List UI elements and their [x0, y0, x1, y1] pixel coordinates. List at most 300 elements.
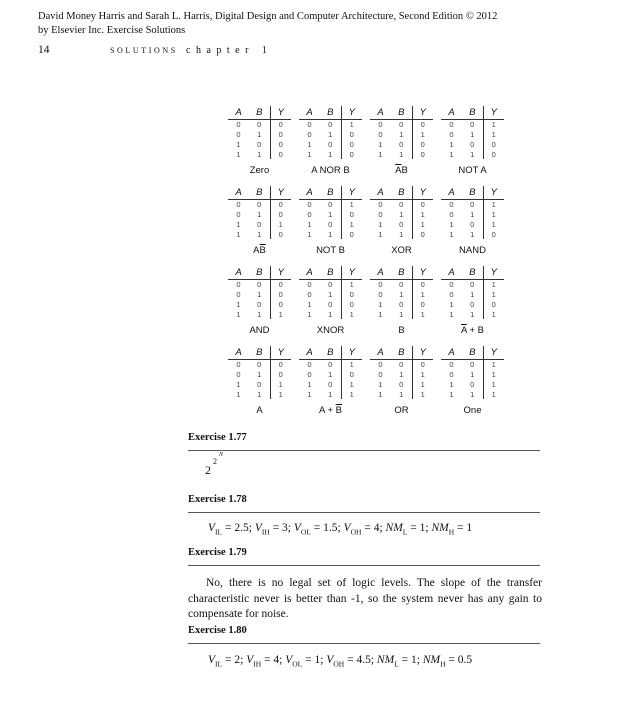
cell-b: 1 — [257, 209, 262, 219]
truth-table-line — [228, 389, 291, 399]
header-line-2: by Elsevier Inc. Exercise Solutions — [38, 25, 186, 36]
truth-table-line — [228, 379, 291, 389]
truth-table-body — [228, 186, 291, 239]
truth-table-line — [228, 299, 291, 309]
truth-table-line — [299, 299, 362, 309]
truth-table-header: A — [441, 106, 462, 119]
truth-table-line — [370, 139, 433, 149]
truth-table-line — [441, 279, 504, 289]
truth-table-body — [299, 186, 362, 239]
truth-table-header: B — [320, 266, 341, 279]
truth-table-header: B — [391, 186, 412, 199]
truth-table-line — [299, 149, 362, 159]
exercise-1-77-answer — [205, 452, 224, 478]
cell-a: 0 — [236, 209, 241, 219]
truth-table-line — [228, 369, 291, 379]
truth-table — [438, 106, 509, 186]
cell-b: 1 — [399, 129, 404, 139]
truth-table-header: B — [249, 266, 270, 279]
truth-table-header: Y — [341, 346, 362, 359]
cell-a: 1 — [236, 299, 241, 309]
truth-table-row — [225, 106, 510, 186]
cell-a: 1 — [236, 149, 241, 159]
cell-y: 1 — [483, 389, 504, 399]
cell-y: 1 — [412, 129, 433, 139]
truth-table — [296, 266, 367, 346]
truth-table-line — [299, 279, 362, 289]
exercise-1-79-title: Exercise 1.79 — [188, 547, 247, 558]
cell-y: 0 — [270, 199, 291, 209]
cell-a: 0 — [307, 289, 312, 299]
cell-b: 0 — [470, 119, 475, 129]
cell-a: 0 — [307, 199, 312, 209]
truth-table-body — [441, 346, 504, 399]
cell-b: 1 — [328, 389, 333, 399]
truth-table-line — [370, 219, 433, 229]
truth-table-header: A — [441, 266, 462, 279]
cell-a: 0 — [307, 279, 312, 289]
truth-table — [367, 266, 438, 346]
cell-a: 1 — [378, 149, 383, 159]
cell-y: 0 — [270, 229, 291, 239]
truth-table-line — [299, 229, 362, 239]
truth-table-header: B — [391, 266, 412, 279]
cell-a: 0 — [378, 119, 383, 129]
truth-table-header: A — [228, 346, 249, 359]
cell-b: 1 — [399, 289, 404, 299]
cell-a: 1 — [378, 309, 383, 319]
truth-table-line — [370, 379, 433, 389]
truth-table-caption: $\overline{A} + B$ — [461, 325, 484, 336]
truth-table-grid — [225, 106, 510, 426]
truth-table-line — [441, 369, 504, 379]
cell-b: 0 — [399, 299, 404, 309]
page-header — [38, 10, 497, 38]
cell-a: 0 — [378, 369, 383, 379]
cell-y: 1 — [483, 199, 504, 209]
cell-b: 1 — [470, 369, 475, 379]
cell-a: 0 — [378, 289, 383, 299]
truth-table-line — [441, 199, 504, 209]
cell-y: 0 — [341, 369, 362, 379]
truth-table-header: B — [249, 106, 270, 119]
truth-table-row — [225, 186, 510, 266]
cell-y: 0 — [341, 289, 362, 299]
cell-a: 1 — [378, 299, 383, 309]
cell-b: 0 — [470, 219, 475, 229]
truth-table-caption: XOR — [391, 245, 412, 256]
cell-a: 0 — [378, 279, 383, 289]
truth-table-header: B — [320, 106, 341, 119]
cell-a: 0 — [236, 279, 241, 289]
cell-a: 0 — [378, 129, 383, 139]
truth-table-header: B — [391, 106, 412, 119]
truth-table — [367, 186, 438, 266]
cell-y: 1 — [412, 209, 433, 219]
truth-table-line — [228, 279, 291, 289]
cell-a: 0 — [449, 119, 454, 129]
truth-table-body — [299, 346, 362, 399]
truth-table-line — [299, 379, 362, 389]
cell-b: 1 — [399, 309, 404, 319]
cell-a: 0 — [449, 289, 454, 299]
truth-table-body — [299, 106, 362, 159]
truth-table — [438, 266, 509, 346]
truth-table-line — [370, 129, 433, 139]
truth-table-body — [370, 106, 433, 159]
truth-table-line — [370, 119, 433, 129]
truth-table-line — [370, 369, 433, 379]
truth-table-header: A — [228, 106, 249, 119]
cell-b: 0 — [470, 359, 475, 369]
truth-table-line — [299, 209, 362, 219]
cell-b: 1 — [470, 129, 475, 139]
cell-a: 1 — [236, 379, 241, 389]
cell-y: 0 — [483, 149, 504, 159]
cell-y: 1 — [483, 219, 504, 229]
truth-table-header: A — [228, 186, 249, 199]
chapter-label: chapter 1 — [186, 45, 273, 56]
cell-b: 0 — [328, 139, 333, 149]
truth-table-header: B — [462, 266, 483, 279]
cell-b: 0 — [399, 279, 404, 289]
cell-b: 1 — [470, 209, 475, 219]
cell-y: 0 — [412, 199, 433, 209]
truth-table-line — [370, 299, 433, 309]
truth-table-line — [228, 219, 291, 229]
truth-table-header: Y — [341, 186, 362, 199]
exercise-1-77-rule — [188, 450, 540, 451]
cell-y: 1 — [341, 379, 362, 389]
cell-b: 1 — [328, 309, 333, 319]
truth-table-line — [370, 359, 433, 369]
truth-table-header: Y — [483, 346, 504, 359]
truth-table-row — [225, 266, 510, 346]
cell-b: 0 — [328, 299, 333, 309]
cell-b: 0 — [328, 119, 333, 129]
cell-a: 0 — [236, 359, 241, 369]
truth-table-caption: NOT A — [458, 165, 487, 176]
cell-y: 1 — [412, 369, 433, 379]
cell-b: 1 — [399, 209, 404, 219]
cell-a: 0 — [449, 369, 454, 379]
exercise-1-78-title: Exercise 1.78 — [188, 494, 247, 505]
cell-b: 1 — [257, 309, 262, 319]
truth-table — [225, 266, 296, 346]
cell-y: 1 — [412, 389, 433, 399]
cell-y: 1 — [483, 119, 504, 129]
cell-y: 1 — [483, 209, 504, 219]
truth-table-header: B — [320, 346, 341, 359]
truth-table-line — [441, 149, 504, 159]
truth-table-header: A — [299, 346, 320, 359]
cell-a: 1 — [307, 309, 312, 319]
truth-table-caption: AND — [249, 325, 270, 336]
cell-a: 0 — [307, 119, 312, 129]
cell-a: 0 — [307, 359, 312, 369]
cell-y: 0 — [412, 359, 433, 369]
cell-y: 0 — [341, 129, 362, 139]
cell-b: 1 — [257, 389, 262, 399]
cell-y: 1 — [483, 129, 504, 139]
cell-b: 0 — [470, 379, 475, 389]
truth-table-caption: $\overline{A}B$ — [395, 165, 408, 176]
truth-table-header: B — [320, 186, 341, 199]
truth-table-header: B — [249, 346, 270, 359]
cell-y: 1 — [341, 359, 362, 369]
cell-y: 0 — [341, 149, 362, 159]
truth-table-caption: B — [398, 325, 405, 336]
cell-b: 0 — [257, 119, 262, 129]
cell-y: 1 — [341, 199, 362, 209]
truth-table-header: Y — [483, 106, 504, 119]
truth-table-line — [299, 369, 362, 379]
truth-table-header: Y — [412, 106, 433, 119]
cell-a: 1 — [378, 229, 383, 239]
truth-table-line — [299, 129, 362, 139]
cell-a: 1 — [307, 219, 312, 229]
truth-table-line — [441, 129, 504, 139]
truth-table — [296, 186, 367, 266]
truth-table-caption: A NOR B — [311, 165, 350, 176]
truth-table-line — [441, 389, 504, 399]
cell-y: 1 — [341, 279, 362, 289]
cell-b: 1 — [470, 389, 475, 399]
truth-table-header: A — [228, 266, 249, 279]
exercise-1-77-title: Exercise 1.77 — [188, 432, 247, 443]
truth-table — [225, 346, 296, 426]
truth-table-caption: One — [463, 405, 482, 416]
cell-b: 1 — [399, 149, 404, 159]
truth-table-header: Y — [270, 266, 291, 279]
cell-a: 1 — [307, 379, 312, 389]
truth-table-line — [299, 219, 362, 229]
power-base: 2 — [205, 463, 211, 477]
truth-table-line — [441, 139, 504, 149]
cell-y: 0 — [270, 119, 291, 129]
cell-y: 0 — [412, 119, 433, 129]
cell-y: 1 — [412, 309, 433, 319]
cell-b: 1 — [328, 209, 333, 219]
exercise-1-79-text: No, there is no legal set of logic levels. The slope of the transfer characteristic never is better than -1, so the system never has any gain to compensate for noise. — [188, 577, 542, 620]
cell-b: 0 — [257, 279, 262, 289]
cell-a: 0 — [236, 119, 241, 129]
cell-y: 1 — [412, 379, 433, 389]
cell-b: 0 — [257, 299, 262, 309]
truth-table-header: A — [441, 346, 462, 359]
truth-table-line — [228, 309, 291, 319]
cell-y: 0 — [270, 299, 291, 309]
truth-table-header: A — [370, 106, 391, 119]
cell-b: 0 — [257, 139, 262, 149]
cell-a: 0 — [378, 209, 383, 219]
cell-b: 1 — [470, 289, 475, 299]
page-number: 14 — [38, 44, 50, 56]
truth-table-header: Y — [483, 186, 504, 199]
cell-a: 1 — [236, 229, 241, 239]
cell-b: 0 — [399, 199, 404, 209]
truth-table-caption: $A + \overline{B}$ — [319, 405, 342, 416]
exercise-1-80-title: Exercise 1.80 — [188, 625, 247, 636]
truth-table-line — [370, 389, 433, 399]
cell-a: 0 — [449, 279, 454, 289]
cell-y: 0 — [270, 289, 291, 299]
cell-a: 1 — [307, 149, 312, 159]
cell-y: 1 — [341, 389, 362, 399]
cell-a: 1 — [307, 299, 312, 309]
cell-b: 0 — [328, 199, 333, 209]
truth-table-header: A — [441, 186, 462, 199]
cell-y: 0 — [412, 299, 433, 309]
truth-table — [438, 346, 509, 426]
cell-b: 1 — [328, 289, 333, 299]
cell-b: 1 — [470, 309, 475, 319]
truth-table-line — [441, 209, 504, 219]
cell-b: 0 — [470, 199, 475, 209]
truth-table-body — [228, 346, 291, 399]
cell-y: 0 — [270, 369, 291, 379]
cell-a: 1 — [236, 309, 241, 319]
truth-table-line — [228, 209, 291, 219]
cell-y: 0 — [483, 139, 504, 149]
cell-a: 1 — [449, 389, 454, 399]
truth-table-caption: NAND — [459, 245, 486, 256]
cell-a: 1 — [449, 229, 454, 239]
cell-a: 0 — [307, 129, 312, 139]
cell-b: 0 — [399, 219, 404, 229]
truth-table-header: Y — [341, 106, 362, 119]
cell-y: 0 — [341, 229, 362, 239]
cell-a: 1 — [449, 299, 454, 309]
truth-table — [225, 106, 296, 186]
truth-table-line — [441, 299, 504, 309]
cell-a: 0 — [449, 199, 454, 209]
truth-table-line — [228, 289, 291, 299]
cell-y: 1 — [483, 289, 504, 299]
cell-y: 0 — [270, 209, 291, 219]
truth-table-line — [228, 229, 291, 239]
truth-table-header: A — [370, 346, 391, 359]
truth-table-caption: XNOR — [316, 325, 345, 336]
truth-table-header: Y — [270, 186, 291, 199]
truth-table — [225, 186, 296, 266]
cell-b: 1 — [257, 289, 262, 299]
truth-table-line — [441, 289, 504, 299]
truth-table-body — [370, 186, 433, 239]
cell-y: 1 — [412, 289, 433, 299]
cell-b: 0 — [399, 379, 404, 389]
section-label: SOLUTIONS — [110, 46, 178, 55]
cell-a: 0 — [236, 129, 241, 139]
cell-a: 1 — [307, 389, 312, 399]
cell-y: 0 — [341, 209, 362, 219]
cell-a: 0 — [449, 359, 454, 369]
cell-y: 0 — [341, 139, 362, 149]
truth-table-line — [441, 379, 504, 389]
truth-table-line — [441, 309, 504, 319]
cell-y: 0 — [270, 359, 291, 369]
truth-table-line — [441, 119, 504, 129]
cell-a: 1 — [236, 219, 241, 229]
cell-a: 0 — [236, 369, 241, 379]
cell-b: 1 — [328, 229, 333, 239]
cell-b: 1 — [328, 369, 333, 379]
cell-y: 0 — [270, 139, 291, 149]
cell-a: 0 — [307, 209, 312, 219]
truth-table-line — [370, 209, 433, 219]
truth-table-line — [228, 359, 291, 369]
truth-table — [367, 106, 438, 186]
cell-a: 1 — [449, 139, 454, 149]
cell-a: 0 — [236, 199, 241, 209]
truth-table-caption: A — [256, 405, 263, 416]
cell-a: 1 — [378, 139, 383, 149]
cell-a: 0 — [449, 129, 454, 139]
cell-y: 1 — [341, 119, 362, 129]
cell-y: 0 — [341, 299, 362, 309]
cell-b: 1 — [399, 369, 404, 379]
cell-b: 1 — [470, 149, 475, 159]
truth-table-caption: NOT B — [316, 245, 345, 256]
truth-table — [296, 106, 367, 186]
cell-y: 0 — [483, 299, 504, 309]
truth-table-body — [441, 266, 504, 319]
power-exponent: 2 — [213, 457, 217, 466]
cell-b: 0 — [328, 379, 333, 389]
truth-table-body — [370, 266, 433, 319]
truth-table-line — [370, 149, 433, 159]
truth-table-line — [441, 359, 504, 369]
truth-table-line — [370, 309, 433, 319]
truth-table-line — [228, 149, 291, 159]
truth-table-header: A — [299, 106, 320, 119]
truth-table-line — [370, 279, 433, 289]
cell-a: 0 — [378, 359, 383, 369]
cell-y: 0 — [412, 149, 433, 159]
cell-a: 1 — [378, 389, 383, 399]
truth-table-line — [299, 119, 362, 129]
cell-y: 0 — [270, 279, 291, 289]
truth-table-header: B — [391, 346, 412, 359]
truth-table-header: B — [462, 346, 483, 359]
truth-table-line — [370, 289, 433, 299]
cell-a: 1 — [307, 229, 312, 239]
cell-b: 0 — [328, 279, 333, 289]
exercise-1-80-rule — [188, 643, 540, 644]
exercise-1-80-answer: $V_{IL} = 2$; $V_{IH} = 4$; $V_{OL} = 1$; $V_{OH} = 4.5$; $NM_L = 1$; $NM_H = 0.5$ — [208, 654, 473, 669]
truth-table-header: Y — [412, 266, 433, 279]
cell-a: 0 — [307, 369, 312, 379]
truth-table-header: Y — [483, 266, 504, 279]
truth-table-header: A — [299, 186, 320, 199]
cell-y: 0 — [412, 139, 433, 149]
truth-table — [367, 346, 438, 426]
truth-table — [296, 346, 367, 426]
cell-b: 0 — [328, 359, 333, 369]
cell-a: 0 — [449, 209, 454, 219]
truth-table-header: B — [249, 186, 270, 199]
cell-b: 0 — [257, 359, 262, 369]
cell-y: 1 — [483, 369, 504, 379]
cell-a: 1 — [378, 219, 383, 229]
cell-a: 1 — [449, 219, 454, 229]
truth-table-header: Y — [270, 106, 291, 119]
cell-b: 1 — [470, 229, 475, 239]
cell-b: 1 — [399, 389, 404, 399]
cell-y: 0 — [483, 229, 504, 239]
truth-table-line — [228, 139, 291, 149]
truth-table-line — [299, 139, 362, 149]
